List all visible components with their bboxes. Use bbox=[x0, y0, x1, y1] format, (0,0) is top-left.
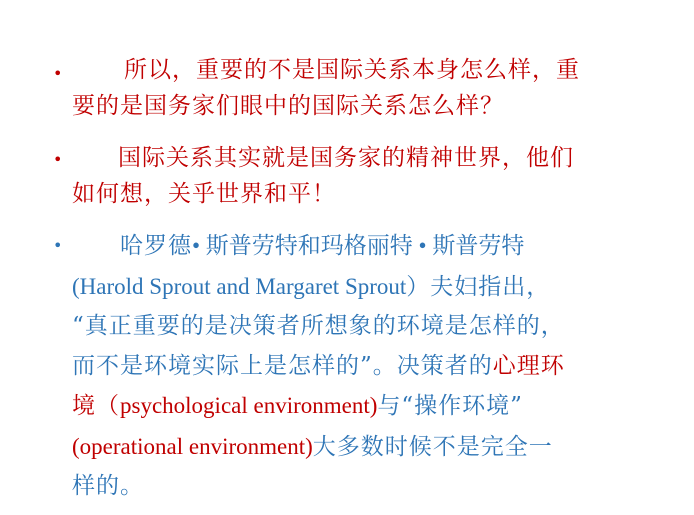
text-span: 而不是环境实际上是怎样的”。决策者的 bbox=[72, 352, 493, 379]
text-span: 样的。 bbox=[72, 473, 144, 499]
bullet-dot: • bbox=[53, 64, 63, 83]
text-span: • 斯普劳特和玛格丽特 • 斯普劳特 bbox=[192, 233, 525, 258]
text-span: 所以，重要的不是国际关系本身怎么样，重 bbox=[124, 57, 580, 83]
bullet-text bbox=[72, 52, 652, 124]
bullet-dot: • bbox=[53, 236, 63, 255]
text-span-highlight: 境（ bbox=[72, 393, 120, 419]
text-line bbox=[72, 386, 652, 427]
text-line bbox=[72, 176, 652, 212]
text-span: 大多数时候不是完全一 bbox=[312, 433, 553, 460]
text-span: 哈罗德 bbox=[120, 233, 192, 259]
text-line bbox=[72, 226, 652, 267]
text-span-highlight: (operational environment) bbox=[72, 433, 313, 459]
text-line bbox=[72, 427, 652, 468]
bullet-dot: • bbox=[53, 150, 63, 169]
text-span: 与“操作环境” bbox=[377, 393, 523, 419]
text-span: 要的是国务家们眼中的国际关系怎么样？ bbox=[72, 93, 504, 119]
text-line bbox=[72, 347, 652, 387]
text-line bbox=[72, 140, 652, 176]
text-span-highlight: psychological environment) bbox=[120, 393, 378, 418]
bullet-text bbox=[72, 140, 652, 212]
text-span: (Harold Sprout and Margaret Sprout bbox=[72, 273, 407, 299]
text-line bbox=[72, 267, 652, 308]
text-line bbox=[72, 467, 652, 507]
text-line bbox=[72, 307, 652, 347]
text-span: “真正重要的是决策者所想象的环境是怎样的， bbox=[72, 313, 565, 339]
text-span: ）夫妇指出， bbox=[406, 273, 551, 300]
text-span: 如何想，关乎世界和平！ bbox=[72, 181, 336, 207]
text-span-highlight: 心理环 bbox=[492, 352, 565, 379]
text-span: 国际关系其实就是国务家的精神世界，他们 bbox=[118, 145, 574, 171]
text-line bbox=[72, 88, 652, 124]
bullet-text bbox=[72, 226, 652, 507]
text-line bbox=[72, 52, 652, 88]
